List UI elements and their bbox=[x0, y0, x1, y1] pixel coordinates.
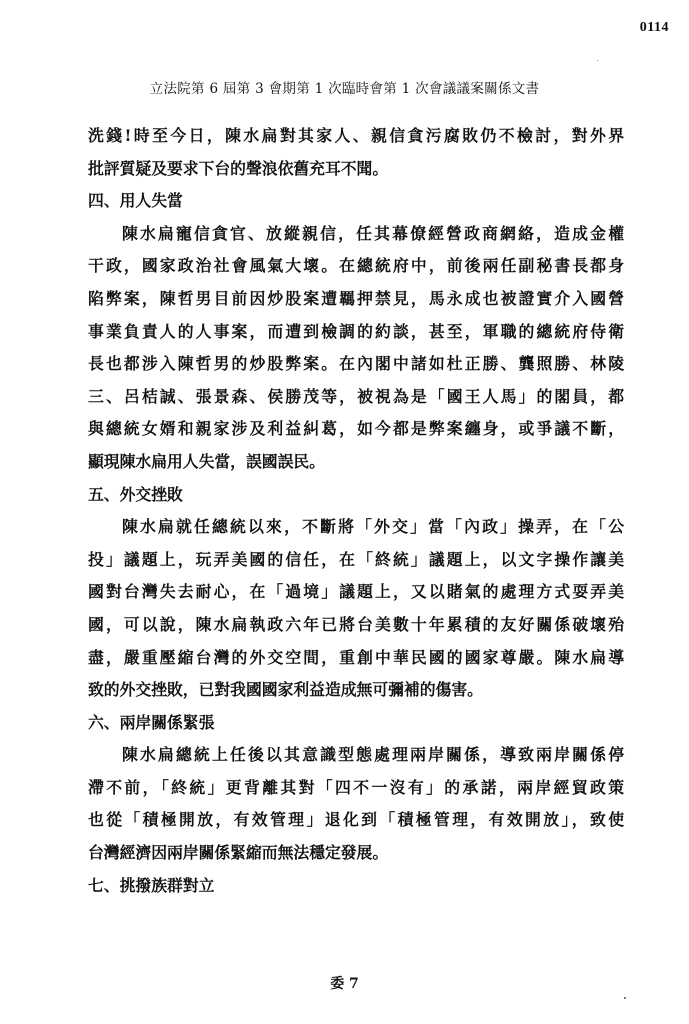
body-line: 滯不前，「終統」更背離其對「四不一沒有」的承諾，兩岸經貿政策 bbox=[88, 777, 624, 797]
section-heading: 四、用人失當 bbox=[88, 191, 183, 211]
document-header: 立法院第 6 屆第 3 會期第 1 次臨時會第 1 次會議議案關係文書 bbox=[149, 81, 540, 97]
body-line: 致的外交挫敗，已對我國國家利益造成無可彌補的傷害。 bbox=[88, 680, 483, 700]
page-number: 0114 bbox=[639, 20, 669, 35]
page-footer: 委 7 bbox=[330, 976, 359, 992]
body-line: 陳水扁寵信貪官、放縱親信，任其幕僚經營政商網絡，造成金權 bbox=[122, 223, 624, 243]
body-line: 顯現陳水扁用人失當，誤國誤民。 bbox=[88, 451, 325, 471]
body-line: 國對台灣失去耐心，在「過境」議題上，又以賭氣的處理方式耍弄美 bbox=[88, 582, 624, 602]
body-line: 三、呂桔誠、張景森、侯勝茂等，被視為是「國王人馬」的閣員，都 bbox=[88, 386, 624, 406]
body-line: 盡，嚴重壓縮台灣的外交空間，重創中華民國的國家尊嚴。陳水扁導 bbox=[88, 647, 624, 667]
body-line: 投」議題上，玩弄美國的信任，在「終統」議題上，以文字操作讓美 bbox=[88, 549, 624, 569]
body-line: 陳水扁就任總統以來，不斷將「外交」當「內政」操弄，在「公 bbox=[122, 517, 624, 537]
body-line: 批評質疑及要求下台的聲浪依舊充耳不聞。 bbox=[88, 158, 389, 178]
scan-speck bbox=[597, 60, 598, 61]
body-line: 陷弊案，陳哲男目前因炒股案遭羈押禁見，馬永成也被證實介入國營 bbox=[88, 288, 624, 308]
section-heading: 五、外交挫敗 bbox=[88, 484, 183, 504]
body-line: 也從「積極開放，有效管理」退化到「積極管理，有效開放」，致使 bbox=[88, 810, 624, 830]
section-heading: 七、挑撥族群對立 bbox=[88, 875, 215, 895]
body-line: 與總統女婿和親家涉及利益糾葛，如今都是弊案纏身，或爭議不斷， bbox=[88, 419, 624, 439]
body-line: 陳水扁總統上任後以其意識型態處理兩岸關係，導致兩岸關係停 bbox=[122, 745, 624, 765]
body-line: 洗錢!時至今日，陳水扁對其家人、親信貪污腐敗仍不檢討，對外界 bbox=[88, 126, 624, 145]
body-line: 國，可以說，陳水扁執政六年已將台美數十年累積的友好關係破壞殆 bbox=[88, 614, 624, 634]
document-body bbox=[88, 120, 624, 902]
section-heading: 六、兩岸關係緊張 bbox=[88, 712, 215, 732]
body-line: 干政，國家政治社會風氣大壞。在總統府中，前後兩任副秘書長都身 bbox=[88, 256, 624, 276]
body-line: 長也都涉入陳哲男的炒股弊案。在內閣中諸如杜正勝、龔照勝、林陵 bbox=[88, 354, 624, 374]
scan-speck bbox=[624, 997, 626, 999]
body-line: 事業負責人的人事案，而遭到檢調的約談，甚至，軍職的總統府侍衛 bbox=[88, 321, 624, 341]
body-line: 台灣經濟因兩岸關係緊縮而無法穩定發展。 bbox=[88, 843, 389, 863]
